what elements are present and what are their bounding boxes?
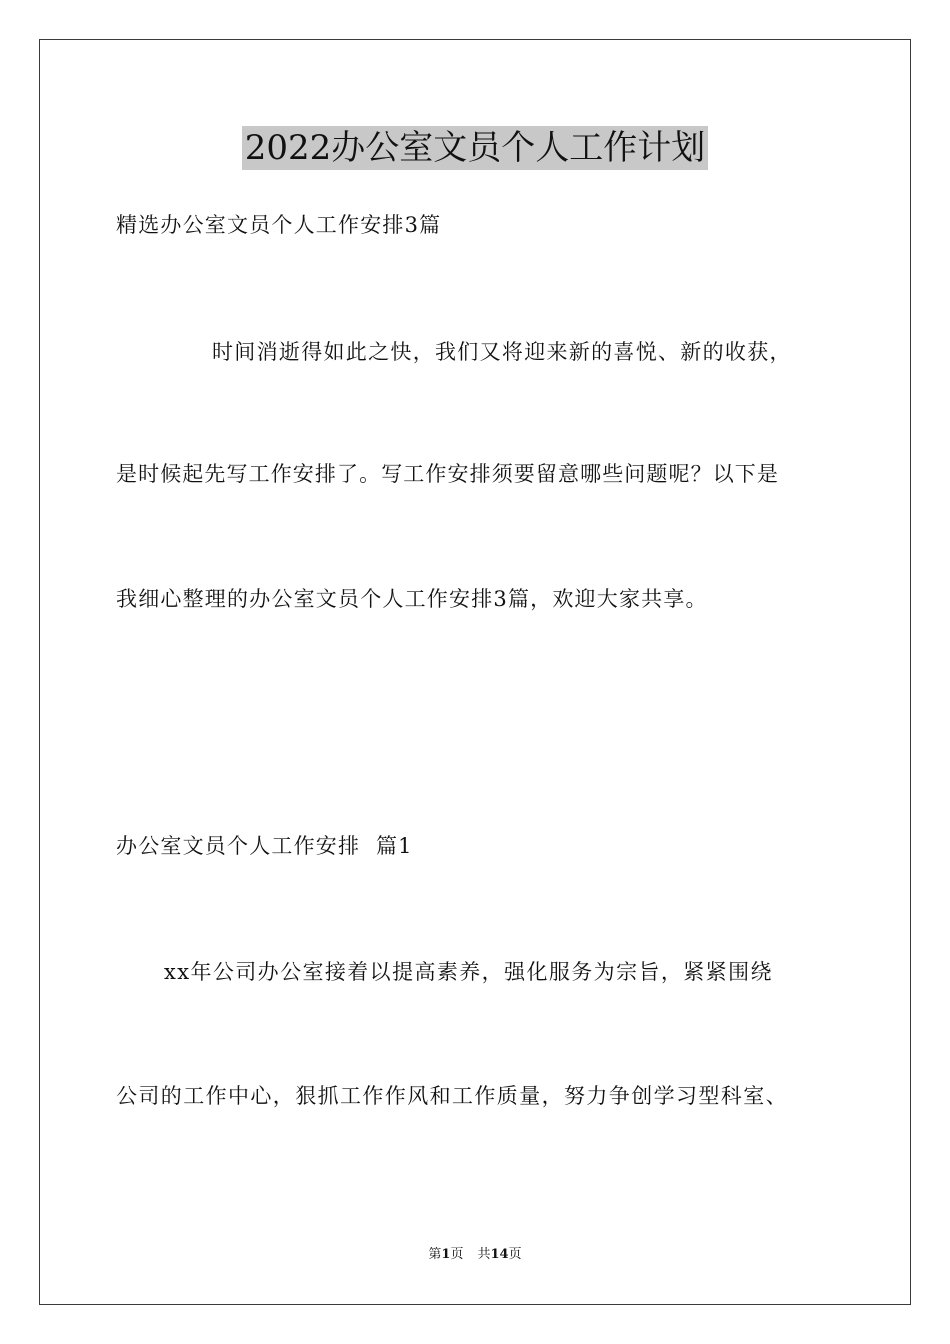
total-pages: 14 <box>490 1247 509 1262</box>
page-prefix: 第 <box>428 1247 442 1262</box>
page-number: 1 <box>441 1247 451 1262</box>
section-heading: 办公室文员个人工作安排 篇1 <box>116 834 413 858</box>
document-subtitle: 精选办公室文员个人工作安排3篇 <box>116 213 442 237</box>
title-container <box>0 126 950 170</box>
section-line-1: xx年公司办公室接着以提高素养，强化服务为宗旨，紧紧围绕 <box>164 960 773 984</box>
document-title: 2022办公室文员个人工作计划 <box>242 126 709 170</box>
page-suffix: 页 <box>450 1247 464 1262</box>
intro-line-2: 是时候起先写工作安排了。写工作安排须要留意哪些问题呢？以下是 <box>116 462 779 486</box>
total-suffix: 页 <box>508 1247 522 1262</box>
intro-line-1: 时间消逝得如此之快，我们又将迎来新的喜悦、新的收获， <box>212 340 792 364</box>
section-line-2: 公司的工作中心，狠抓工作作风和工作质量，努力争创学习型科室、 <box>116 1084 788 1108</box>
intro-line-3: 我细心整理的办公室文员个人工作安排3篇，欢迎大家共享。 <box>116 587 708 611</box>
page-footer <box>0 1246 950 1264</box>
total-prefix: 共 <box>477 1247 491 1262</box>
